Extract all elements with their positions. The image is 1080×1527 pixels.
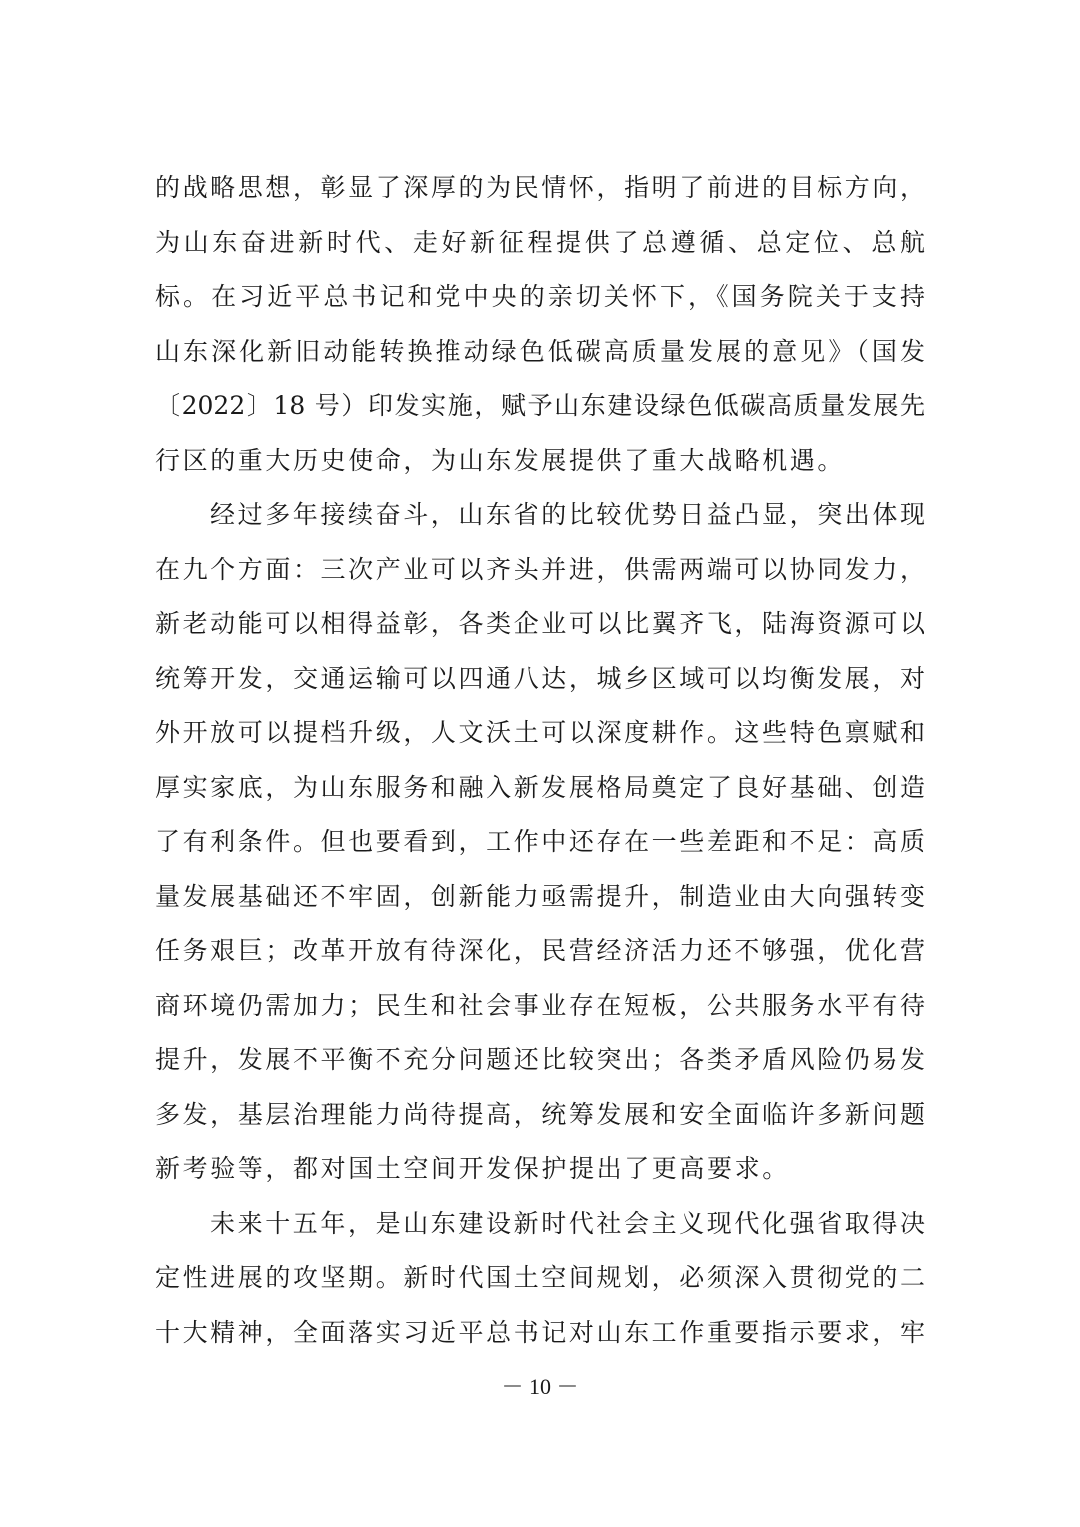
text-line: 提升，发展不平衡不充分问题还比较突出；各类矛盾风险仍易发 bbox=[155, 1045, 925, 1074]
text-line: 标。在习近平总书记和党中央的亲切关怀下，《国务院关于支持 bbox=[155, 282, 925, 311]
text-line: 新老动能可以相得益彰，各类企业可以比翼齐飞，陆海资源可以 bbox=[155, 609, 925, 638]
text-line: 为山东奋进新时代、走好新征程提供了总遵循、总定位、总航 bbox=[155, 227, 925, 257]
text-line: 〔2022〕18 号）印发实施，赋予山东建设绿色低碳高质量发展先 bbox=[155, 391, 925, 420]
text-line: 定性进展的攻坚期。新时代国土空间规划，必须深入贯彻党的二 bbox=[155, 1263, 925, 1292]
text-line: 行区的重大历史使命，为山东发展提供了重大战略机遇。 bbox=[155, 445, 846, 475]
text-line: 统筹开发，交通运输可以四通八达，城乡区域可以均衡发展，对 bbox=[155, 663, 925, 693]
text-line: 量发展基础还不牢固，创新能力亟需提升，制造业由大向强转变 bbox=[155, 881, 925, 911]
text-line: 厚实家底，为山东服务和融入新发展格局奠定了良好基础、创造 bbox=[155, 772, 925, 802]
paragraph-1 bbox=[155, 161, 925, 488]
text-line: 外开放可以提档升级，人文沃土可以深度耕作。这些特色禀赋和 bbox=[155, 718, 925, 747]
text-line: 经过多年接续奋斗，山东省的比较优势日益凸显，突出体现 bbox=[210, 500, 925, 529]
text-line: 多发，基层治理能力尚待提高，统筹发展和安全面临许多新问题 bbox=[155, 1099, 925, 1129]
paragraph-2 bbox=[155, 488, 925, 1197]
text-line: 新考验等，都对国土空间开发保护提出了更高要求。 bbox=[155, 1154, 790, 1183]
text-line: 十大精神，全面落实习近平总书记对山东工作重要指示要求，牢 bbox=[155, 1317, 925, 1347]
text-line: 了有利条件。但也要看到，工作中还存在一些差距和不足：高质 bbox=[155, 827, 925, 856]
text-line: 在九个方面：三次产业可以齐头并进，供需两端可以协同发力， bbox=[155, 554, 925, 584]
text-line: 商环境仍需加力；民生和社会事业存在短板，公共服务水平有待 bbox=[155, 990, 925, 1020]
text-line: 任务艰巨；改革开放有待深化，民营经济活力还不够强，优化营 bbox=[155, 936, 925, 965]
text-line: 的战略思想，彰显了深厚的为民情怀，指明了前进的目标方向， bbox=[155, 173, 925, 202]
text-line: 未来十五年，是山东建设新时代社会主义现代化强省取得决 bbox=[210, 1208, 925, 1238]
document-body bbox=[155, 161, 925, 1360]
paragraph-3 bbox=[155, 1197, 925, 1361]
page-number: － 10 － bbox=[501, 1374, 579, 1399]
text-line: 山东深化新旧动能转换推动绿色低碳高质量发展的意见》（国发 bbox=[155, 336, 925, 366]
